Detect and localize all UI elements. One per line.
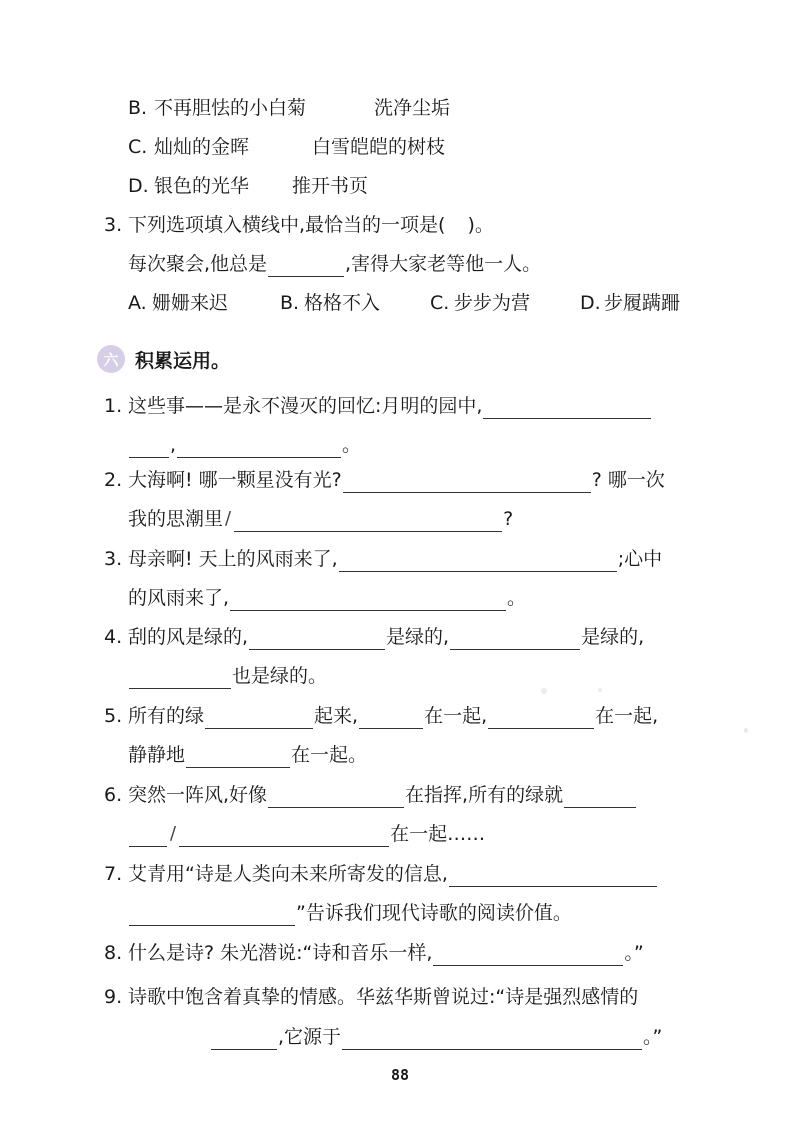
item-text: 。” bbox=[643, 1026, 663, 1048]
question-3-options bbox=[128, 290, 680, 316]
answer-blank[interactable] bbox=[249, 629, 385, 650]
page-number: 88 bbox=[390, 1066, 410, 1084]
section-number-badge: 六 bbox=[97, 345, 125, 373]
scan-smudge bbox=[541, 688, 547, 694]
option-text: 步步为营 bbox=[454, 292, 531, 314]
answer-blank[interactable] bbox=[129, 826, 167, 847]
item-text: 在一起, bbox=[424, 705, 488, 727]
answer-blank[interactable] bbox=[488, 708, 594, 729]
item-4-line-2 bbox=[128, 663, 327, 689]
answer-blank[interactable] bbox=[339, 551, 617, 572]
item-text: 大海啊! 哪一颗星没有光? bbox=[128, 469, 342, 491]
answer-blank[interactable] bbox=[211, 1029, 277, 1050]
answer-blank[interactable] bbox=[268, 787, 404, 808]
answer-blank[interactable] bbox=[205, 708, 313, 729]
item-1-line-1 bbox=[104, 393, 652, 419]
item-9-line-2 bbox=[210, 1024, 662, 1050]
item-7-line-2 bbox=[128, 900, 572, 926]
item-number: 4. bbox=[104, 626, 123, 648]
question-stem: 下列选项填入横线中,最恰当的一项是( bbox=[128, 214, 446, 236]
item-text: 起来, bbox=[314, 705, 359, 727]
item-9-line-1 bbox=[104, 984, 638, 1010]
scan-smudge bbox=[598, 688, 602, 692]
option-label: D. bbox=[128, 175, 149, 197]
option-text: 银色的光华 bbox=[154, 175, 250, 197]
answer-blank[interactable] bbox=[268, 256, 344, 277]
question-number: 3. bbox=[104, 214, 123, 236]
item-3-line-1 bbox=[104, 546, 662, 572]
answer-blank[interactable] bbox=[342, 1029, 642, 1050]
answer-blank[interactable] bbox=[129, 905, 295, 926]
item-text: 所有的绿 bbox=[128, 705, 205, 727]
item-text: 我的思潮里 bbox=[128, 508, 224, 530]
answer-blank[interactable] bbox=[449, 866, 657, 887]
item-text: 诗歌中饱含着真挚的情感。华兹华斯曾说过:“诗是强烈感情的 bbox=[128, 986, 639, 1008]
option-text: 白雪皑皑的树枝 bbox=[312, 136, 446, 158]
item-number: 2. bbox=[104, 469, 123, 491]
option-text: 姗姗来迟 bbox=[152, 292, 229, 314]
item-6-line-1 bbox=[104, 782, 637, 808]
item-8-line bbox=[104, 940, 644, 966]
item-5-line-1 bbox=[104, 703, 658, 729]
answer-blank[interactable] bbox=[359, 708, 423, 729]
answer-blank[interactable] bbox=[186, 747, 290, 768]
item-text: ”告诉我们现代诗歌的阅读价值。 bbox=[296, 902, 572, 924]
option-text: 洗净尘垢 bbox=[374, 97, 451, 119]
option-label: B. bbox=[128, 97, 148, 119]
item-text: 这些事——是永不漫灭的回忆:月明的园中, bbox=[128, 395, 483, 417]
item-text: 突然一阵风,好像 bbox=[128, 784, 268, 806]
option-b-row bbox=[128, 95, 450, 121]
answer-blank[interactable] bbox=[129, 668, 231, 689]
item-text: ? bbox=[503, 508, 514, 530]
section-header bbox=[97, 345, 230, 373]
option-label: D. bbox=[580, 292, 601, 314]
item-4-line-1 bbox=[104, 624, 644, 650]
slash-mark: / bbox=[170, 823, 177, 844]
option-label: A. bbox=[128, 292, 147, 314]
question-stem-end: )。 bbox=[467, 214, 494, 236]
option-text: 灿灿的金晖 bbox=[154, 136, 250, 158]
item-text: 在一起。 bbox=[291, 744, 368, 766]
item-text: 在指挥,所有的绿就 bbox=[405, 784, 564, 806]
scan-smudge bbox=[744, 728, 748, 733]
item-5-line-2 bbox=[128, 742, 367, 768]
answer-blank[interactable] bbox=[177, 437, 341, 458]
item-text: 母亲啊! 天上的风雨来了, bbox=[128, 548, 338, 570]
item-number: 9. bbox=[104, 986, 123, 1008]
item-text: 刮的风是绿的, bbox=[128, 626, 249, 648]
item-number: 5. bbox=[104, 705, 123, 727]
item-2-line-2 bbox=[128, 506, 513, 532]
item-text: 是绿的, bbox=[386, 626, 450, 648]
item-text: , bbox=[170, 434, 177, 456]
sentence-text: 每次聚会,他总是 bbox=[128, 253, 268, 275]
answer-blank[interactable] bbox=[179, 826, 389, 847]
item-text: 在一起, bbox=[595, 705, 659, 727]
item-text: 是绿的, bbox=[581, 626, 645, 648]
item-2-line-1 bbox=[104, 467, 665, 493]
answer-blank[interactable] bbox=[129, 437, 169, 458]
item-number: 3. bbox=[104, 548, 123, 570]
item-text: 。” bbox=[624, 942, 644, 964]
option-c-row bbox=[128, 134, 445, 160]
answer-blank[interactable] bbox=[450, 629, 580, 650]
item-text: 艾青用“诗是人类向未来所寄发的信息, bbox=[128, 863, 448, 885]
answer-blank[interactable] bbox=[343, 472, 591, 493]
option-d-row bbox=[128, 173, 368, 199]
item-text: 静静地 bbox=[128, 744, 186, 766]
option-text: 格格不入 bbox=[304, 292, 381, 314]
item-text: 在一起…… bbox=[390, 823, 486, 845]
option-label: C. bbox=[430, 292, 450, 314]
item-text: ,它源于 bbox=[278, 1026, 342, 1048]
answer-blank[interactable] bbox=[433, 945, 623, 966]
answer-blank[interactable] bbox=[230, 590, 506, 611]
option-label: B. bbox=[280, 292, 300, 314]
answer-blank[interactable] bbox=[564, 787, 636, 808]
item-text: 的风雨来了, bbox=[128, 587, 230, 609]
item-number: 8. bbox=[104, 942, 123, 964]
item-number: 6. bbox=[104, 784, 123, 806]
item-text: 。 bbox=[342, 434, 362, 456]
sentence-text: ,害得大家老等他一人。 bbox=[345, 253, 542, 275]
item-number: 7. bbox=[104, 863, 123, 885]
option-label: C. bbox=[128, 136, 148, 158]
item-6-line-2 bbox=[128, 821, 485, 847]
item-text: ;心中 bbox=[617, 548, 663, 570]
item-text: 也是绿的。 bbox=[232, 665, 328, 687]
item-1-line-2 bbox=[128, 432, 361, 458]
item-3-line-2 bbox=[128, 585, 526, 611]
section-title: 积累运用。 bbox=[135, 349, 231, 372]
option-text: 步履蹒跚 bbox=[604, 292, 681, 314]
item-text: ? 哪一次 bbox=[591, 469, 665, 491]
answer-blank[interactable] bbox=[234, 511, 502, 532]
item-number: 1. bbox=[104, 395, 123, 417]
item-7-line-1 bbox=[104, 861, 658, 887]
answer-blank[interactable] bbox=[483, 398, 651, 419]
item-text: 什么是诗? 朱光潜说:“诗和音乐一样, bbox=[128, 942, 433, 964]
option-text: 不再胆怯的小白菊 bbox=[154, 97, 307, 119]
question-3-stem bbox=[104, 212, 494, 238]
option-text: 推开书页 bbox=[292, 175, 369, 197]
slash-mark: / bbox=[225, 508, 232, 529]
item-text: 。 bbox=[507, 587, 527, 609]
question-3-sentence bbox=[128, 251, 541, 277]
